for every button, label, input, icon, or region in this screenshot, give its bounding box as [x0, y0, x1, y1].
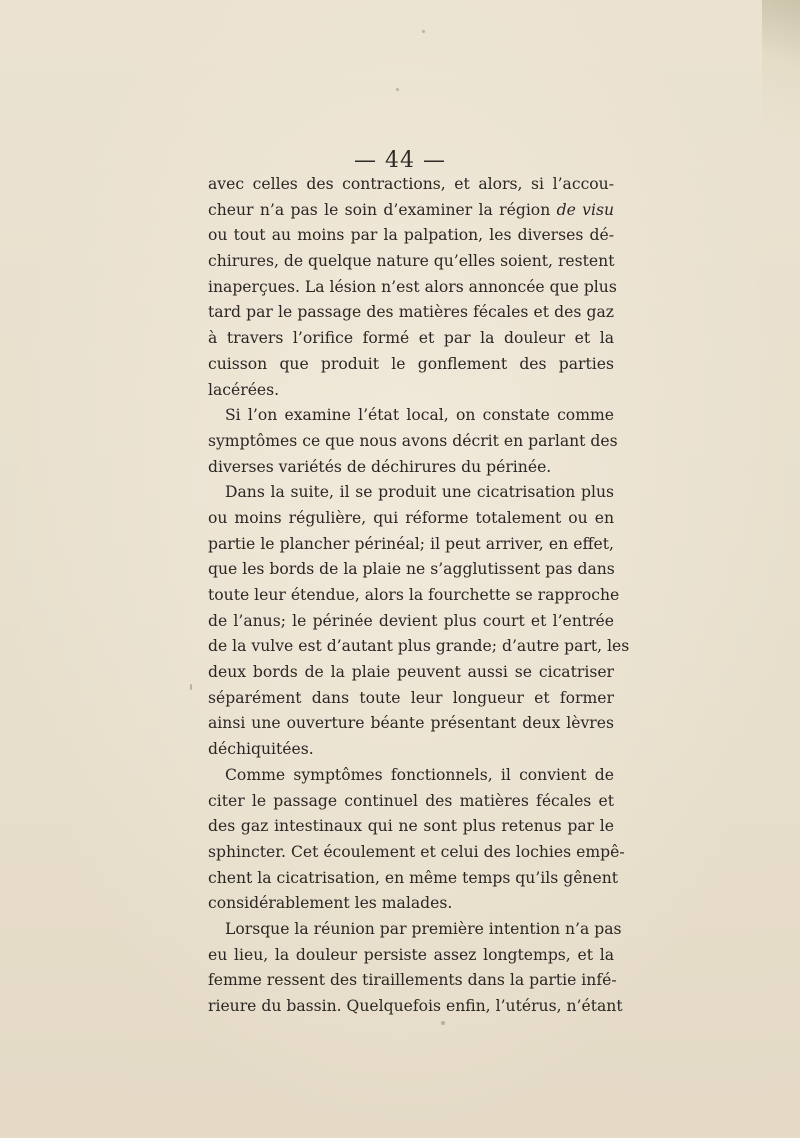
text-line-11: symptômes ce que nous avons décrit en parlant des [208, 431, 618, 450]
text-line-4: chirures, de quelque nature qu’elles soient, restent [208, 252, 615, 271]
text-line-32: femme ressent des tiraillements dans la partie infé- [208, 971, 617, 990]
text-line-19: de la vulve est d’autant plus grande; d’autre part, les [208, 637, 630, 656]
text-line-29: considérablement les malades. [208, 894, 453, 913]
text-line-2-start: cheur n’a pas le soin d’examiner la région [208, 200, 551, 219]
text-line-24: Comme symptômes fonctionnels, il convient de [225, 765, 614, 784]
text-line-30: Lorsque la réunion par première intention n’a pas [225, 919, 622, 938]
text-line-9: lacérées. [208, 380, 280, 399]
italic-phrase: de visu [556, 200, 614, 219]
text-line-3: ou tout au moins par la palpation, les diverses dé- [208, 226, 614, 245]
paper-speck [190, 684, 192, 690]
text-line-28: chent la cicatrisation, en même temps qu’ils gênent [208, 868, 619, 887]
page-edge-shadow [762, 0, 800, 140]
text-line-7: à travers l’orifice formé et par la douleur et la [208, 329, 614, 348]
paper-speck [396, 88, 399, 91]
text-line-5: inaperçues. La lésion n’est alors annoncée que plus [208, 277, 617, 296]
text-line-15: partie le plancher périnéal; il peut arriver, en effet, [208, 534, 614, 553]
text-line-16: que les bords de la plaie ne s’agglutissent pas dans [208, 560, 615, 579]
text-line-31: eu lieu, la douleur persiste assez longtemps, et la [208, 945, 614, 964]
text-line-20: deux bords de la plaie peuvent aussi se cicatriser [208, 663, 614, 682]
text-line-21: séparément dans toute leur longueur et former [208, 688, 614, 707]
text-line-25: citer le passage continuel des matières fécales et [208, 791, 614, 810]
text-line-2 [208, 198, 614, 224]
text-line-14: ou moins régulière, qui réforme totalement ou en [208, 508, 614, 527]
page-number: — 44 — [354, 148, 446, 173]
text-line-22: ainsi une ouverture béante présentant deux lèvres [208, 714, 614, 733]
text-line-33: rieure du bassin. Quelquefois enfin, l’utérus, n’étant [208, 997, 623, 1015]
paper-speck [441, 1021, 445, 1025]
text-line-17: toute leur étendue, alors la fourchette se rapproche [208, 586, 620, 604]
text-line-26: des gaz intestinaux qui ne sont plus retenus par le [208, 817, 614, 836]
text-line-27: sphincter. Cet écoulement et celui des lochies empê- [208, 842, 625, 861]
text-line-12: diverses variétés de déchirures du périnée. [208, 457, 552, 476]
text-line-23: déchiquitées. [208, 740, 314, 759]
text-line-8: cuisson que produit le gonflement des parties [208, 354, 614, 373]
text-line-6: tard par le passage des matières fécales et des gaz [208, 303, 614, 322]
text-line-13: Dans la suite, il se produit une cicatrisation plus [225, 483, 614, 502]
text-line-1: avec celles des contractions, et alors, si l’accou- [208, 175, 614, 193]
body-text [208, 172, 630, 1020]
paper-speck [422, 30, 425, 33]
text-line-18: de l’anus; le périnée devient plus court et l’entrée [208, 611, 614, 630]
text-line-10: Si l’on examine l’état local, on constate comme [225, 406, 614, 425]
